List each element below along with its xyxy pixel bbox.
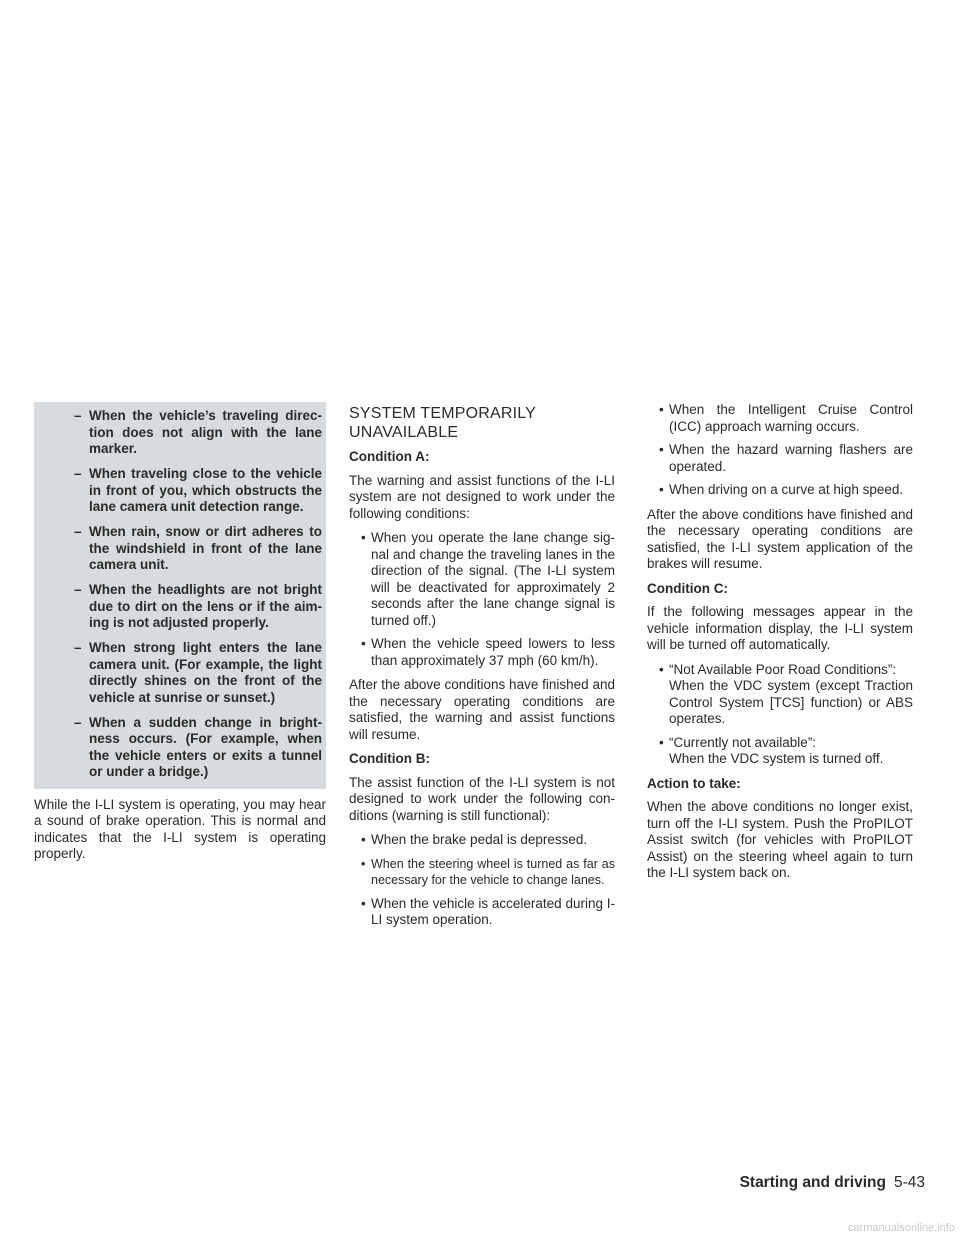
dash-marker: – [74, 714, 82, 730]
condition-b-title: Condition B: [349, 751, 430, 766]
condition-c-intro: If the following messages appear in the vehicle information display, the I-LI system will be turned off automatically. [647, 604, 913, 652]
note-item: – When rain, snow or dirt adheres to the windshield in front of the lane camera unit. [74, 524, 322, 572]
action-title: Action to take: [647, 775, 741, 791]
condition-b-list-continued [647, 402, 913, 499]
list-item: • When the brake pedal is depressed. [361, 832, 588, 847]
bullet-marker: • [361, 636, 366, 651]
condition-a-after: After the above conditions have finished and the necessary operating conditions are satisfied, the warning and assist functions will resume. [349, 677, 615, 742]
bullet-marker: • [659, 402, 664, 417]
note-item: – When the headlights are not bright due to dirt on the lens or if the aiming is not adjusted properly. [74, 582, 322, 630]
list-item: • “Not Available Poor Road Conditions”: When the VDC system (except Traction Control System [TCS] function) or ABS operates. [659, 661, 913, 726]
list-item: • When the vehicle is accelerated during I-LI system operation. [361, 895, 615, 927]
left-column [34, 402, 326, 871]
note-item: – When traveling close to the vehicle in front of you, which obstructs the lane camera unit detection range. [74, 466, 322, 514]
footer-section-name: Starting and driving [739, 1174, 886, 1191]
condition-a-intro: The warning and assist functions of the I-LI system are not designed to work under the following conditions: [349, 472, 615, 521]
caution-note-box [34, 402, 326, 789]
dash-marker: – [74, 524, 82, 539]
note-item: – When a sudden change in brightness occurs. (For example, when the vehicle enters or exits a tunnel or under a bridge.) [74, 714, 322, 779]
condition-c-list [647, 662, 913, 768]
bullet-marker: • [361, 895, 366, 911]
brake-sound-paragraph: While the I-LI system is operating, you may hear a sound of brake operation. This is normal and indicates that the I-LI system is operating properly. [34, 796, 326, 861]
dash-marker: – [74, 640, 82, 655]
condition-c-title: Condition C: [647, 580, 728, 596]
bullet-marker: • [361, 856, 366, 871]
right-column [647, 402, 913, 890]
list-item: • “Currently not available”: When the VDC system is turned off. [647, 735, 913, 768]
bullet-marker: • [659, 442, 664, 457]
condition-a-title: Condition A: [349, 449, 430, 464]
list-item: • When the hazard warning flashers are operated. [659, 442, 913, 474]
note-item: – When the vehicle’s traveling direction does not align with the lane marker. [74, 408, 322, 456]
condition-b-list [349, 832, 615, 929]
action-text: When the above conditions no longer exist, turn off the I-LI system. Push the ProPILOT Assist switch (for vehicles with ProPILOT Assist) on the steering wheel again to turn the I-LI system back on. [647, 799, 913, 880]
note-item: – When strong light enters the lane camera unit. (For example, the light directly shines on the front of the vehicle at sunrise or sunset.) [74, 640, 322, 705]
message-title: “Currently not available”: [669, 734, 817, 750]
watermark: carmanualsonline.info [847, 1222, 955, 1234]
page-footer [720, 1174, 925, 1192]
bullet-marker: • [361, 832, 366, 847]
list-item: • When the steering wheel is turned as far as necessary for the vehicle to change lanes. [361, 856, 615, 887]
middle-column [349, 402, 615, 937]
bullet-marker: • [659, 661, 664, 677]
dash-marker: – [74, 466, 82, 481]
condition-b-intro: The assist function of the I-LI system is not designed to work under the following conditions (warning is still functional): [349, 774, 615, 823]
condition-a-list [349, 530, 615, 669]
condition-b-after: After the above conditions have finished and the necessary operating conditions are satisfied, the I-LI system application of the brakes will resume. [647, 506, 913, 571]
page-number: 5-43 [893, 1174, 925, 1191]
dash-marker: – [74, 582, 82, 597]
section-title: SYSTEM TEMPORARILY UNAVAILABLE [349, 405, 536, 441]
list-item: • When driving on a curve at high speed. [659, 482, 904, 497]
list-item: • When the vehicle speed lowers to less than approximately 37 mph (60 km/h). [361, 636, 615, 668]
dash-marker: – [74, 408, 82, 423]
bullet-marker: • [659, 734, 664, 750]
message-title: “Not Available Poor Road Conditions”: [669, 661, 897, 677]
bullet-marker: • [361, 530, 366, 545]
list-item: • When you operate the lane change signal and change the traveling lanes in the direction of the signal. (The I-LI system will be deactivated for approximately 2 seconds after the lane change signal is turned off.) [361, 530, 615, 628]
bullet-marker: • [659, 482, 664, 497]
list-item: • When the Intelligent Cruise Control (ICC) approach warning occurs. [659, 402, 913, 434]
